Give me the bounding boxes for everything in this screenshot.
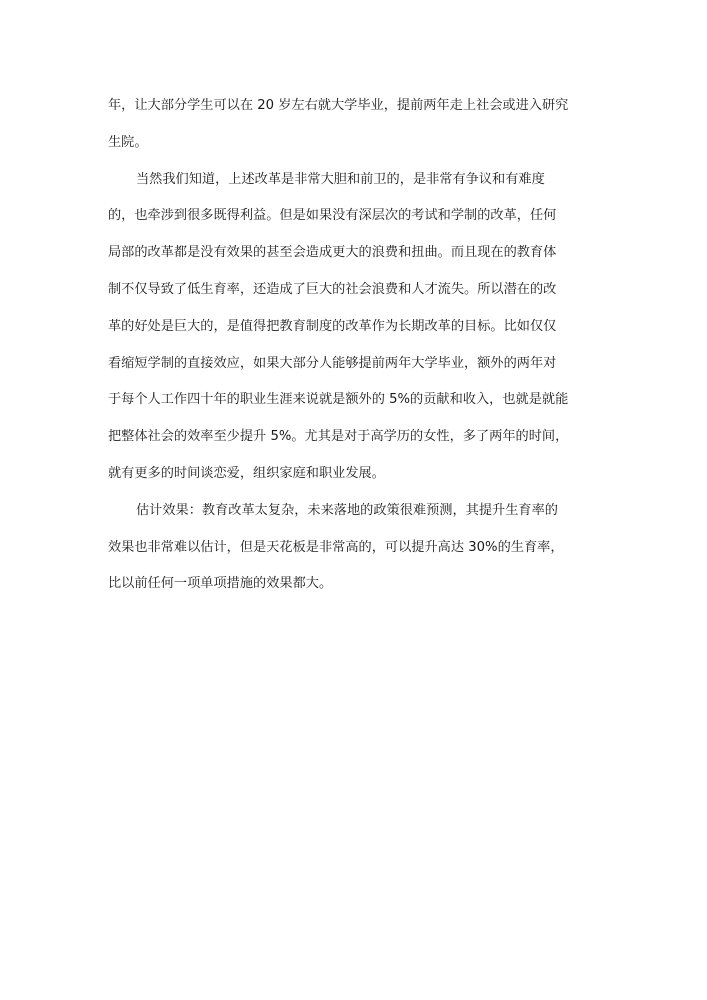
body-text	[108, 88, 613, 603]
text-line: 比以前任何一项单项措施的效果都大。	[108, 576, 333, 592]
text-line: 把整体社会的效率至少提升 5%。尤其是对于高学历的女性，多了两年的时间，	[108, 429, 569, 445]
text-line: 制不仅导致了低生育率，还造成了巨大的社会浪费和人才流失。所以潜在的改	[108, 281, 557, 297]
text-line: 当然我们知道，上述改革是非常大胆和前卫的，是非常有争议和有难度	[136, 171, 545, 187]
text-line: 估计效果：教育改革太复杂，未来落地的政策很难预测，其提升生育率的	[136, 502, 558, 518]
text-line: 的，也牵涉到很多既得利益。但是如果没有深层次的考试和学制的改革，任何	[108, 208, 557, 224]
text-line: 生院。	[108, 134, 148, 150]
paragraph	[108, 493, 613, 603]
text-line: 年，让大部分学生可以在 20 岁左右就大学毕业，提前两年走上社会或进入研究	[108, 98, 569, 113]
text-line: 革的好处是巨大的，是值得把教育制度的改革作为长期改革的目标。比如仅仅	[108, 318, 557, 334]
paragraph	[108, 88, 613, 162]
text-line: 效果也非常难以估计，但是天花板是非常高的，可以提升高达 30%的生育率，	[108, 539, 564, 555]
paragraph	[108, 162, 613, 493]
text-line: 看缩短学制的直接效应，如果大部分人能够提前两年大学毕业，额外的两年对	[108, 355, 557, 371]
text-line: 于每个人工作四十年的职业生涯来说就是额外的 5%的贡献和收入，也就是就能	[108, 392, 569, 408]
text-line: 局部的改革都是没有效果的甚至会造成更大的浪费和扭曲。而且现在的教育体	[108, 245, 557, 261]
text-line: 就有更多的时间谈恋爱，组织家庭和职业发展。	[108, 465, 385, 481]
